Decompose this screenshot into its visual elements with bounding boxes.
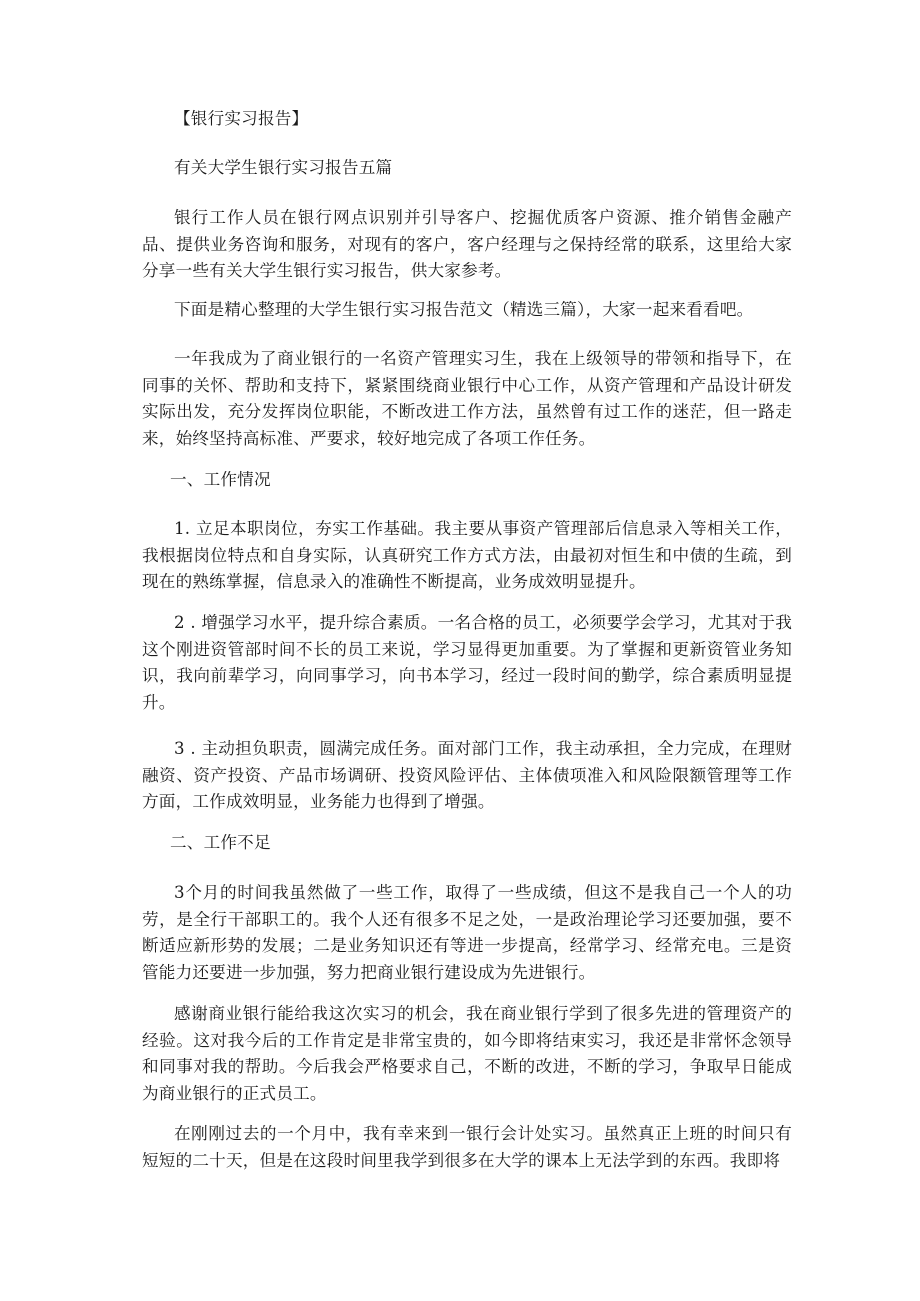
list-item-2: 2 . 增强学习水平，提升综合素质。一名合格的员工，必须要学会学习，尤其对于我这个刚进资管部时间不长的员工来说，学习显得更加重要。为了掌握和更新资管业务知识，我向前辈学习，向同事学习，向书本学习，经过一段时间的勤学，综合素质明显提升。 [142,613,792,712]
paragraph-accounting-internship: 在刚刚过去的一个月中，我有幸来到一银行会计处实习。虽然真正上班的时间只有短短的二十天，但是在这段时间里我学到很多在大学的课本上无法学到的东西。我即将 [142,1124,792,1170]
paragraph-internship-summary: 一年我成为了商业银行的一名资产管理实习生，我在上级领导的带领和指导下，在同事的关怀、帮助和支持下，紧紧围绕商业银行中心工作，从资产管理和产品设计研发实际出发，充分发挥岗位职能，不断改进工作方法，虽然曾有过工作的迷茫，但一路走来，始终坚持高标准、严要求，较好地完成了各项工作任务。 [142,349,792,448]
section-heading-shortcomings: 二、工作不足 [170,833,271,852]
paragraph-gratitude: 感谢商业银行能给我这次实习的机会，我在商业银行学到了很多先进的管理资产的经验。这对我今后的工作肯定是非常宝贵的，如今即将结束实习，我还是非常怀念领导和同事对我的帮助。今后我会严格要求自己，不断的改进，不断的学习，争取早日能成为商业银行的正式员工。 [142,1004,792,1103]
document-subtitle: 有关大学生银行实习报告五篇 [174,158,393,177]
paragraph-shortcomings: 3个月的时间我虽然做了一些工作，取得了一些成绩，但这不是我自己一个人的功劳，是全行干部职工的。我个人还有很多不足之处，一是政治理论学习还要加强，要不断适应新形势的发展；二是业务知识还有等进一步提高，经常学习、经常充电。三是资管能力还要进一步加强，努力把商业银行建设成为先进银行。 [142,883,792,982]
document-title: 【银行实习报告】 [174,109,309,128]
document-page [142,0,792,1301]
list-item-3: 3 . 主动担负职责，圆满完成任务。面对部门工作，我主动承担，全力完成，在理财融资、资产投资、产品市场调研、投资风险评估、主体债项准入和风险限额管理等工作方面，工作成效明显，业务能力也得到了增强。 [142,739,792,811]
intro-paragraph: 银行工作人员在银行网点识别并引导客户、挖掘优质客户资源、推介销售金融产品、提供业务咨询和服务，对现有的客户，客户经理与之保持经常的联系，这里给大家分享一些有关大学生银行实习报告，供大家参考。 [142,208,792,280]
list-item-1: 1. 立足本职岗位，夯实工作基础。我主要从事资产管理部后信息录入等相关工作，我根据岗位特点和自身实际，认真研究工作方式方法，由最初对恒生和中债的生疏，到现在的熟练掌握，信息录入的准确性不断提高，业务成效明显提升。 [142,519,792,591]
section-heading-work-status: 一、工作情况 [170,470,271,489]
lead-paragraph: 下面是精心整理的大学生银行实习报告范文（精选三篇），大家一起来看看吧。 [174,300,754,319]
